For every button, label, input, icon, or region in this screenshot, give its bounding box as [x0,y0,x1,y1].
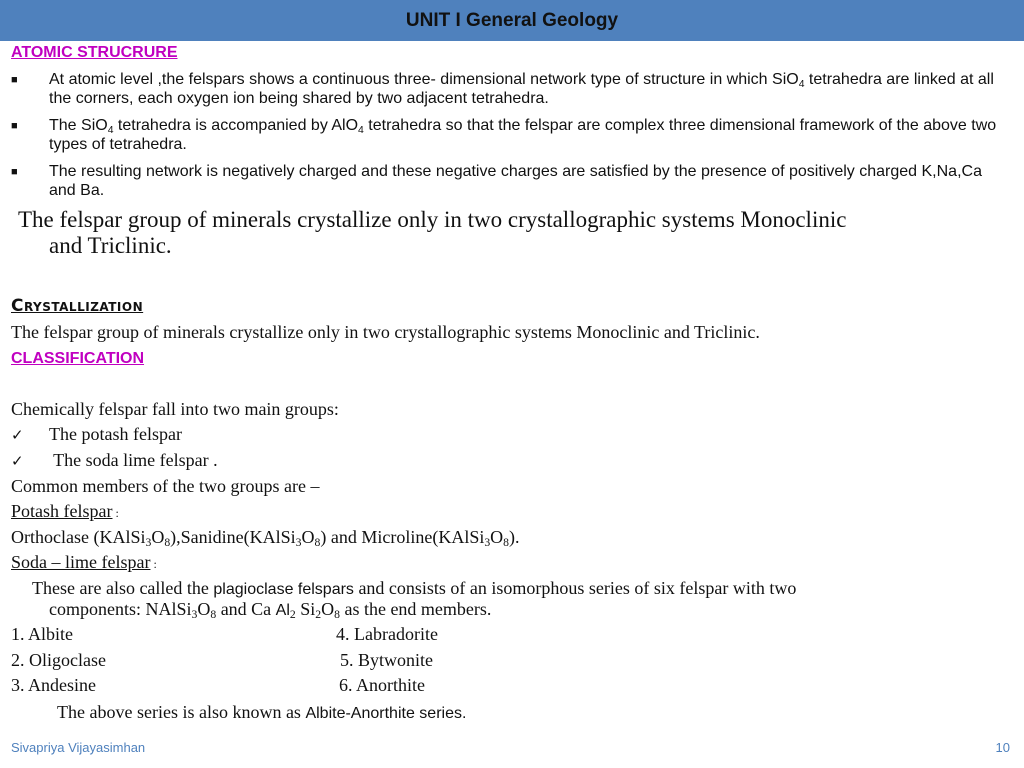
soda-lime-para-line1: These are also called the plagioclase felspars and consists of an isomorphous series of six felspar with two [32,578,797,598]
square-bullet-icon: ■ [11,120,18,132]
common-members-text: Common members of the two groups are – [11,476,320,496]
member-oligoclase: 2. Oligoclase [11,650,106,670]
member-bytwonite: 5. Bytwonite [340,650,433,670]
classification-heading: CLASSIFICATION [11,350,145,367]
member-albite: 1. Albite [11,624,73,644]
series-statement: The above series is also known as Albite-Anorthite series. [57,702,467,722]
classification-intro: Chemically felspar fall into two main groups: [11,399,339,419]
slide-title: UNIT I General Geology [405,9,619,31]
potash-members-line: Orthoclase $(KAlSi_3O_8),Sanidine(KAlSi_3O_8)$ and $Microline(KAlSi_3O_8)$. [11,527,520,549]
crystallization-text: The felspar group of minerals crystallize only in two crystallographic systems Monoclinic and Triclinic. [11,322,760,342]
atomic-structure-heading: ATOMIC STRUCRURE [11,44,178,61]
group-statement [18,207,1008,259]
potash-felspar-label: Potash felspar : [11,501,119,521]
slide-header [0,0,1024,41]
square-bullet-icon: ■ [11,74,18,86]
bullet-text-3: The resulting network is negatively charged and these negative charges are satisfied by the presence of positively charged K,Na,Ca and Ba. [49,163,982,199]
member-andesine: 3. Andesine [11,675,96,695]
member-labradorite: 4. Labradorite [336,624,438,644]
bullet-item-3 [11,162,1011,200]
checkmark-icon: ✓ [11,426,24,444]
square-bullet-icon: ■ [11,166,18,178]
checkmark-icon: ✓ [11,452,24,470]
slide-number: 10 [995,740,1010,755]
bullet-text-2: The SiO$_4$ tetrahedra is accompanied by AlO$_4$ tetrahedra so that the felspar are complex three dimensional framework of the above two types of tetrahedra. [49,117,997,153]
group-statement-line1: The felspar group of minerals crystallize only in two crystallographic systems Monoclinic [18,207,847,232]
bullet-item-2 [11,116,1011,154]
footer-author: Sivapriya Vijayasimhan [11,740,146,755]
bullet-item-1 [11,70,1011,108]
group-item-soda-lime: ✓ The soda lime felspar . [11,450,218,470]
crystallization-heading: Crystallization [11,296,144,316]
bullet-text-1: At atomic level ,the felspars shows a continuous three- dimensional network type of structure in which SiO$_4$ tetrahedra are linked at all the corners, each oxygen ion being shared by two adjacent tetrahedra. [49,71,994,107]
group-item-potash: ✓ The potash felspar [11,424,182,444]
soda-lime-para-line2: components: $NAlSi_3O_8$ and Ca $Al_2$ $Si_2O_8$ as the end members. [49,599,492,621]
group-statement-line2: and Triclinic. [49,233,172,258]
member-anorthite: 6. Anorthite [339,675,425,695]
soda-lime-felspar-label: Soda – lime felspar : [11,552,157,572]
